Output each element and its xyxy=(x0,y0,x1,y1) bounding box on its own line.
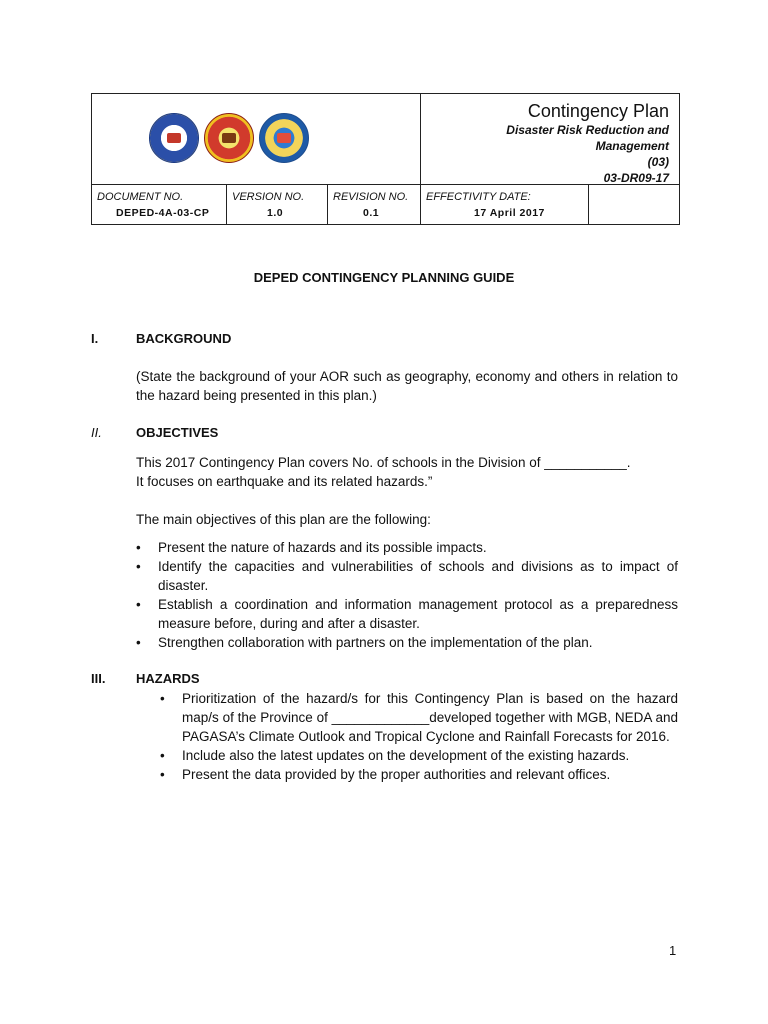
page-number: 1 xyxy=(669,943,677,958)
effectivity-date-label: EFFECTIVITY DATE: xyxy=(426,191,531,203)
objectives-paragraph: It focuses on earthquake and its related hazards.” xyxy=(136,474,433,489)
document-no-cell xyxy=(92,185,227,225)
list-item: • Present the nature of hazards and its possible impacts. xyxy=(136,538,678,557)
background-paragraph: (State the background of your AOR such as geography, economy and others in relation to the hazard being presented in this plan.) xyxy=(136,369,678,403)
empty-cell xyxy=(589,185,679,225)
logo-group xyxy=(149,113,309,163)
document-header-table xyxy=(91,93,680,225)
section-title-hazards: HAZARDS xyxy=(136,671,200,686)
division-seal-icon xyxy=(259,113,309,163)
list-item: • Identify the capacities and vulnerabilities of schools and divisions as to impact of disaster. xyxy=(136,557,678,595)
objectives-list xyxy=(136,538,678,652)
revision-no-label: REVISION NO. xyxy=(333,191,409,203)
version-no-cell xyxy=(227,185,328,225)
document-no-label: DOCUMENT NO. xyxy=(97,191,184,203)
list-item: • Strengthen collaboration with partners on the implementation of the plan. xyxy=(136,633,678,652)
section-number: I. xyxy=(91,331,99,346)
objectives-intro: The main objectives of this plan are the following: xyxy=(136,512,431,527)
document-title: DEPED CONTINGENCY PLANNING GUIDE xyxy=(253,270,515,285)
plan-reference: 03-DR09-17 xyxy=(603,171,669,185)
document-no-value: DEPED-4A-03-CP xyxy=(116,207,210,219)
logo-cell xyxy=(92,94,421,184)
version-no-value: 1.0 xyxy=(267,207,284,219)
section-number: II. xyxy=(91,425,102,440)
revision-no-value: 0.1 xyxy=(363,207,380,219)
header-top-row xyxy=(92,94,679,185)
section-title-objectives: OBJECTIVES xyxy=(136,425,219,440)
deped-seal-icon xyxy=(149,113,199,163)
version-no-label: VERSION NO. xyxy=(232,191,305,203)
section-number: III. xyxy=(91,671,106,686)
effectivity-date-value: 17 April 2017 xyxy=(474,207,545,219)
hazards-list xyxy=(160,689,678,784)
effectivity-date-cell xyxy=(421,185,589,225)
list-item: • Include also the latest updates on the development of the existing hazards. xyxy=(160,746,678,765)
section-title-background: BACKGROUND xyxy=(136,331,232,346)
list-item: • Present the data provided by the proper authorities and relevant offices. xyxy=(160,765,678,784)
revision-no-cell xyxy=(328,185,421,225)
region-seal-icon xyxy=(204,113,254,163)
objectives-paragraph: This 2017 Contingency Plan covers No. of schools in the Division of ___________. xyxy=(136,455,631,470)
plan-subtitle-line: Management xyxy=(595,139,669,153)
list-item: • Prioritization of the hazard/s for this Contingency Plan is based on the hazard map/s of the Province of _____________developed together with MGB, NEDA and PAGASA’s Climate Outlook and Tropical Cyclone and Rainfall Forecasts for 2016. xyxy=(160,689,678,746)
header-info-row xyxy=(92,185,679,225)
plan-subtitle-line: Disaster Risk Reduction and xyxy=(506,123,669,137)
plan-title: Contingency Plan xyxy=(527,101,669,121)
plan-code: (03) xyxy=(647,155,669,169)
header-title-cell xyxy=(419,100,669,186)
list-item: • Establish a coordination and information management protocol as a preparedness measure before, during and after a disaster. xyxy=(136,595,678,633)
